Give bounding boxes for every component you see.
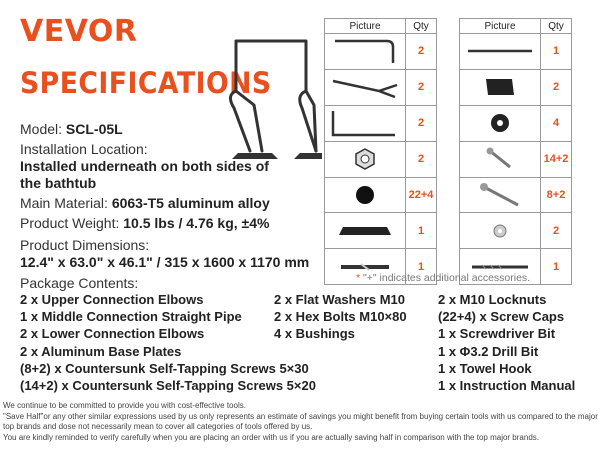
table-row bbox=[460, 213, 572, 249]
straight-pipe-icon bbox=[462, 35, 538, 67]
washer-icon bbox=[462, 215, 538, 247]
list-item: 2 x Upper Connection Elbows bbox=[20, 292, 204, 307]
lower-elbow-icon bbox=[327, 107, 403, 139]
page-title: SPECIFICATIONS bbox=[20, 66, 272, 100]
parts-table-left bbox=[324, 18, 437, 285]
list-item: 1 x Φ3.2 Drill Bit bbox=[438, 343, 539, 359]
qty-value: 22+4 bbox=[406, 177, 437, 213]
list-item: 1 x Instruction Manual bbox=[438, 378, 576, 394]
dimensions-label: Product Dimensions: bbox=[20, 237, 150, 253]
weight-line bbox=[20, 214, 269, 232]
list-item: (14+2) x Countersunk Self-Tapping Screws 5×20 bbox=[20, 378, 316, 394]
disclaimer bbox=[3, 401, 599, 443]
table-row bbox=[325, 69, 437, 105]
qty-value: 8+2 bbox=[541, 177, 572, 213]
brand-logo: VEVOR bbox=[20, 14, 138, 49]
list-item: (22+4) x Screw Caps bbox=[438, 309, 565, 325]
towel-hook-icon bbox=[462, 71, 538, 103]
material-line bbox=[20, 194, 270, 212]
qty-value: 4 bbox=[541, 105, 572, 141]
table-row bbox=[460, 141, 572, 177]
accessories-note bbox=[356, 272, 530, 284]
qty-value: 1 bbox=[406, 249, 437, 285]
material-label: Main Material: bbox=[20, 195, 112, 211]
qty-header: Qty bbox=[406, 19, 437, 34]
qty-value: 14+2 bbox=[541, 141, 572, 177]
qty-value: 2 bbox=[406, 141, 437, 177]
package-column-1 bbox=[20, 291, 316, 394]
disclaimer-line: You are kindly reminded to verify carefully when you are placing an order with us if you are actually saving half in comparison with the top major brands. bbox=[3, 432, 539, 442]
package-column-3 bbox=[438, 291, 575, 394]
qty-header: Qty bbox=[541, 19, 572, 34]
table-row bbox=[325, 141, 437, 177]
table-row bbox=[325, 213, 437, 249]
list-item: 2 x Aluminum Base Plates bbox=[20, 343, 182, 359]
disclaimer-line: top brands and dose not necessarily mean to cover all categories of tools offered by us. bbox=[3, 422, 313, 431]
model-line bbox=[20, 120, 123, 138]
bushing-icon bbox=[462, 107, 538, 139]
list-item: 1 x Screwdriver Bit bbox=[438, 326, 556, 342]
model-value: SCL-05L bbox=[65, 121, 123, 137]
picture-header: Picture bbox=[460, 19, 541, 34]
install-value-2: the bathtub bbox=[20, 175, 97, 191]
list-item: (8+2) x Countersunk Self-Tapping Screws 5×30 bbox=[20, 360, 309, 376]
qty-value: 2 bbox=[541, 69, 572, 105]
parts-table-right bbox=[459, 18, 572, 285]
list-item: 2 x Flat Washers M10 bbox=[274, 292, 406, 307]
qty-value: 2 bbox=[406, 34, 437, 70]
table-row bbox=[325, 105, 437, 141]
qty-value: 2 bbox=[541, 213, 572, 249]
qty-value: 1 bbox=[541, 249, 572, 285]
table-row bbox=[460, 105, 572, 141]
table-row bbox=[325, 177, 437, 213]
dimensions-value: 12.4" x 63.0" x 46.1" / 315 x 1600 x 1170 mm bbox=[20, 254, 310, 270]
package-label: Package Contents: bbox=[20, 275, 139, 291]
list-item: 4 x Bushings bbox=[274, 326, 355, 342]
middle-pipe-icon bbox=[327, 71, 403, 103]
upper-elbow-icon bbox=[327, 35, 403, 67]
qty-value: 1 bbox=[406, 213, 437, 249]
disclaimer-line: We continue to be committed to provide you with cost-effective tools. bbox=[3, 401, 246, 410]
table-row bbox=[460, 177, 572, 213]
picture-header: Picture bbox=[325, 19, 406, 34]
locknut-icon bbox=[327, 143, 403, 175]
material-value: 6063-T5 aluminum alloy bbox=[111, 195, 270, 211]
package-column-2 bbox=[274, 291, 407, 343]
note-star: * bbox=[356, 272, 364, 284]
table-row bbox=[460, 34, 572, 70]
qty-value: 2 bbox=[406, 105, 437, 141]
product-rail-image bbox=[214, 33, 324, 163]
qty-value: 2 bbox=[406, 69, 437, 105]
list-item: 1 x Middle Connection Straight Pipe bbox=[20, 309, 242, 325]
disclaimer-line: "Save Half"or any other similar expressions used by us only represents an estimate of savings you might benefit from buying certain tools with us compared to the major bbox=[3, 411, 598, 421]
note-text: "+" indicates additional accessories. bbox=[363, 272, 531, 284]
model-label: Model: bbox=[20, 121, 66, 137]
list-item: 2 x Lower Connection Elbows bbox=[20, 326, 205, 342]
table-row bbox=[325, 34, 437, 70]
install-label: Installation Location: bbox=[20, 141, 148, 157]
list-item: 2 x Hex Bolts M10×80 bbox=[274, 309, 407, 325]
screw-small-icon bbox=[462, 143, 538, 175]
table-row bbox=[460, 69, 572, 105]
weight-value: 10.5 lbs / 4.76 kg, ±4% bbox=[123, 215, 270, 231]
weight-label: Product Weight: bbox=[20, 215, 124, 231]
screw-cap-icon bbox=[327, 179, 403, 211]
list-item: 2 x M10 Locknuts bbox=[438, 292, 547, 307]
base-plate-icon bbox=[327, 215, 403, 247]
qty-value: 1 bbox=[541, 34, 572, 70]
install-value-1: Installed underneath on both sides of bbox=[20, 158, 269, 174]
screw-large-icon bbox=[462, 179, 538, 211]
list-item: 1 x Towel Hook bbox=[438, 360, 532, 376]
